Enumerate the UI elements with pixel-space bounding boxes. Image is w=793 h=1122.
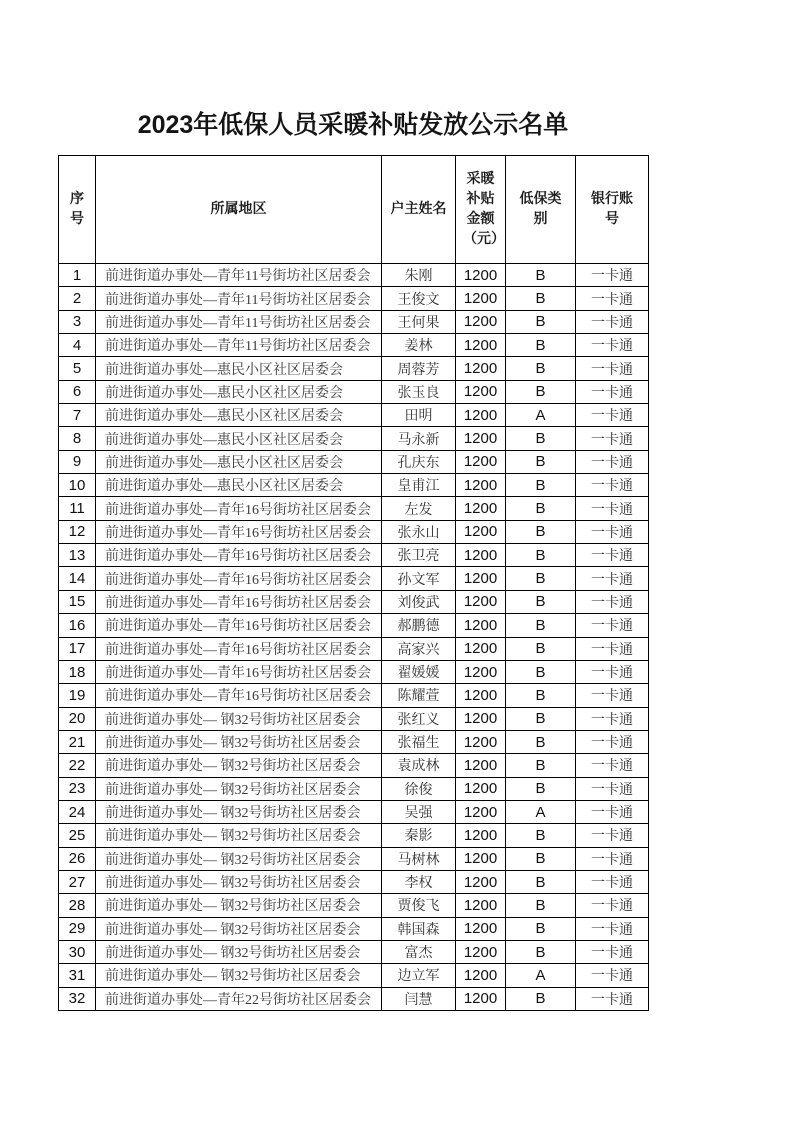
cell-serial: 25 <box>59 824 96 847</box>
cell-name: 张玉良 <box>382 380 456 403</box>
cell-account: 一卡通 <box>576 894 649 917</box>
cell-amount: 1200 <box>456 520 506 543</box>
table-row <box>59 567 649 590</box>
cell-category: B <box>506 520 576 543</box>
cell-name: 富杰 <box>382 940 456 963</box>
cell-name: 王俊文 <box>382 287 456 310</box>
cell-amount: 1200 <box>456 590 506 613</box>
cell-account: 一卡通 <box>576 544 649 567</box>
cell-name: 边立军 <box>382 964 456 987</box>
cell-category: B <box>506 917 576 940</box>
cell-serial: 7 <box>59 404 96 427</box>
table-row <box>59 917 649 940</box>
cell-name: 张福生 <box>382 730 456 753</box>
cell-amount: 1200 <box>456 357 506 380</box>
cell-category: B <box>506 940 576 963</box>
cell-account: 一卡通 <box>576 474 649 497</box>
cell-name: 高家兴 <box>382 637 456 660</box>
header-row <box>59 156 649 264</box>
cell-name: 贾俊飞 <box>382 894 456 917</box>
cell-account: 一卡通 <box>576 404 649 427</box>
cell-serial: 3 <box>59 310 96 333</box>
cell-district: 前进街道办事处— 钢32号街坊社区居委会 <box>96 917 382 940</box>
table-row <box>59 380 649 403</box>
cell-district: 前进街道办事处— 钢32号街坊社区居委会 <box>96 707 382 730</box>
cell-name: 袁成林 <box>382 754 456 777</box>
cell-district: 前进街道办事处—青年16号街坊社区居委会 <box>96 544 382 567</box>
cell-category: B <box>506 824 576 847</box>
cell-serial: 22 <box>59 754 96 777</box>
cell-amount: 1200 <box>456 567 506 590</box>
table-row <box>59 520 649 543</box>
table-row <box>59 310 649 333</box>
cell-amount: 1200 <box>456 940 506 963</box>
header-bank-account: 银行账号 <box>576 156 649 264</box>
cell-name: 马永新 <box>382 427 456 450</box>
cell-category: B <box>506 544 576 567</box>
cell-account: 一卡通 <box>576 567 649 590</box>
table-row <box>59 614 649 637</box>
table-body <box>59 264 649 1011</box>
cell-amount: 1200 <box>456 987 506 1010</box>
cell-serial: 17 <box>59 637 96 660</box>
cell-name: 刘俊武 <box>382 590 456 613</box>
cell-district: 前进街道办事处—青年11号街坊社区居委会 <box>96 334 382 357</box>
cell-name: 陈耀萱 <box>382 684 456 707</box>
cell-amount: 1200 <box>456 847 506 870</box>
cell-account: 一卡通 <box>576 590 649 613</box>
cell-category: B <box>506 497 576 520</box>
cell-name: 王何果 <box>382 310 456 333</box>
cell-name: 马树林 <box>382 847 456 870</box>
cell-district: 前进街道办事处—青年22号街坊社区居委会 <box>96 987 382 1010</box>
cell-district: 前进街道办事处— 钢32号街坊社区居委会 <box>96 730 382 753</box>
cell-account: 一卡通 <box>576 754 649 777</box>
table-row <box>59 987 649 1010</box>
cell-category: B <box>506 754 576 777</box>
table-row <box>59 357 649 380</box>
cell-district: 前进街道办事处— 钢32号街坊社区居委会 <box>96 870 382 893</box>
cell-category: B <box>506 380 576 403</box>
cell-account: 一卡通 <box>576 264 649 287</box>
cell-serial: 6 <box>59 380 96 403</box>
cell-district: 前进街道办事处— 钢32号街坊社区居委会 <box>96 847 382 870</box>
table-row <box>59 824 649 847</box>
cell-serial: 31 <box>59 964 96 987</box>
cell-serial: 13 <box>59 544 96 567</box>
cell-category: B <box>506 567 576 590</box>
header-serial-number: 序号 <box>59 156 96 264</box>
cell-account: 一卡通 <box>576 637 649 660</box>
table-row <box>59 754 649 777</box>
cell-amount: 1200 <box>456 917 506 940</box>
cell-category: B <box>506 637 576 660</box>
cell-serial: 32 <box>59 987 96 1010</box>
cell-name: 李权 <box>382 870 456 893</box>
cell-category: B <box>506 730 576 753</box>
table-row <box>59 964 649 987</box>
cell-name: 田明 <box>382 404 456 427</box>
cell-amount: 1200 <box>456 777 506 800</box>
cell-district: 前进街道办事处— 钢32号街坊社区居委会 <box>96 940 382 963</box>
cell-serial: 15 <box>59 590 96 613</box>
cell-serial: 10 <box>59 474 96 497</box>
cell-account: 一卡通 <box>576 660 649 683</box>
cell-district: 前进街道办事处— 钢32号街坊社区居委会 <box>96 754 382 777</box>
cell-category: B <box>506 427 576 450</box>
cell-name: 皇甫江 <box>382 474 456 497</box>
cell-account: 一卡通 <box>576 614 649 637</box>
cell-name: 张卫亮 <box>382 544 456 567</box>
cell-amount: 1200 <box>456 544 506 567</box>
cell-name: 秦影 <box>382 824 456 847</box>
cell-serial: 11 <box>59 497 96 520</box>
cell-account: 一卡通 <box>576 357 649 380</box>
cell-district: 前进街道办事处—青年11号街坊社区居委会 <box>96 287 382 310</box>
cell-serial: 23 <box>59 777 96 800</box>
cell-amount: 1200 <box>456 800 506 823</box>
cell-category: B <box>506 870 576 893</box>
cell-category: B <box>506 287 576 310</box>
cell-account: 一卡通 <box>576 450 649 473</box>
cell-serial: 21 <box>59 730 96 753</box>
cell-account: 一卡通 <box>576 730 649 753</box>
cell-account: 一卡通 <box>576 380 649 403</box>
cell-category: B <box>506 684 576 707</box>
cell-district: 前进街道办事处— 钢32号街坊社区居委会 <box>96 800 382 823</box>
cell-amount: 1200 <box>456 474 506 497</box>
table-row <box>59 404 649 427</box>
cell-district: 前进街道办事处— 钢32号街坊社区居委会 <box>96 964 382 987</box>
table-row <box>59 707 649 730</box>
table-row <box>59 450 649 473</box>
table-row <box>59 637 649 660</box>
cell-name: 周蓉芳 <box>382 357 456 380</box>
cell-name: 姜林 <box>382 334 456 357</box>
cell-category: A <box>506 964 576 987</box>
cell-serial: 9 <box>59 450 96 473</box>
cell-account: 一卡通 <box>576 334 649 357</box>
cell-name: 孔庆东 <box>382 450 456 473</box>
table-row <box>59 427 649 450</box>
cell-serial: 12 <box>59 520 96 543</box>
page-title: 2023年低保人员采暖补贴发放公示名单 <box>137 111 569 139</box>
cell-account: 一卡通 <box>576 917 649 940</box>
cell-name: 张红义 <box>382 707 456 730</box>
table-row <box>59 730 649 753</box>
cell-amount: 1200 <box>456 824 506 847</box>
cell-district: 前进街道办事处— 钢32号街坊社区居委会 <box>96 894 382 917</box>
cell-account: 一卡通 <box>576 987 649 1010</box>
cell-district: 前进街道办事处—惠民小区社区居委会 <box>96 427 382 450</box>
cell-name: 翟媛媛 <box>382 660 456 683</box>
cell-name: 闫慧 <box>382 987 456 1010</box>
cell-amount: 1200 <box>456 427 506 450</box>
cell-account: 一卡通 <box>576 824 649 847</box>
cell-name: 朱刚 <box>382 264 456 287</box>
header-district: 所属地区 <box>96 156 382 264</box>
cell-serial: 4 <box>59 334 96 357</box>
cell-category: B <box>506 660 576 683</box>
cell-serial: 27 <box>59 870 96 893</box>
cell-amount: 1200 <box>456 497 506 520</box>
header-subsidy-amount: 采暖补贴金额（元） <box>456 156 506 264</box>
cell-district: 前进街道办事处— 钢32号街坊社区居委会 <box>96 777 382 800</box>
cell-amount: 1200 <box>456 684 506 707</box>
cell-serial: 29 <box>59 917 96 940</box>
cell-category: B <box>506 987 576 1010</box>
cell-serial: 28 <box>59 894 96 917</box>
header-householder: 户主姓名 <box>382 156 456 264</box>
cell-serial: 30 <box>59 940 96 963</box>
table-row <box>59 777 649 800</box>
cell-account: 一卡通 <box>576 800 649 823</box>
table-row <box>59 847 649 870</box>
cell-category: B <box>506 614 576 637</box>
cell-category: B <box>506 264 576 287</box>
cell-serial: 16 <box>59 614 96 637</box>
cell-category: B <box>506 590 576 613</box>
cell-amount: 1200 <box>456 894 506 917</box>
cell-amount: 1200 <box>456 730 506 753</box>
table-row <box>59 264 649 287</box>
cell-serial: 8 <box>59 427 96 450</box>
cell-amount: 1200 <box>456 380 506 403</box>
cell-account: 一卡通 <box>576 847 649 870</box>
cell-category: B <box>506 847 576 870</box>
cell-category: B <box>506 777 576 800</box>
cell-category: B <box>506 357 576 380</box>
cell-category: B <box>506 310 576 333</box>
table-row <box>59 497 649 520</box>
table-row <box>59 940 649 963</box>
cell-amount: 1200 <box>456 310 506 333</box>
cell-district: 前进街道办事处—惠民小区社区居委会 <box>96 474 382 497</box>
cell-serial: 5 <box>59 357 96 380</box>
cell-district: 前进街道办事处—青年16号街坊社区居委会 <box>96 684 382 707</box>
cell-district: 前进街道办事处—青年11号街坊社区居委会 <box>96 264 382 287</box>
cell-name: 孙文军 <box>382 567 456 590</box>
cell-amount: 1200 <box>456 870 506 893</box>
table-row <box>59 894 649 917</box>
cell-name: 徐俊 <box>382 777 456 800</box>
cell-serial: 18 <box>59 660 96 683</box>
subsidy-table <box>58 155 649 1011</box>
cell-name: 韩国森 <box>382 917 456 940</box>
cell-category: B <box>506 894 576 917</box>
cell-name: 郝鹏德 <box>382 614 456 637</box>
cell-account: 一卡通 <box>576 707 649 730</box>
cell-account: 一卡通 <box>576 310 649 333</box>
cell-amount: 1200 <box>456 707 506 730</box>
table-row <box>59 660 649 683</box>
cell-amount: 1200 <box>456 334 506 357</box>
cell-amount: 1200 <box>456 264 506 287</box>
table-header <box>59 156 649 264</box>
cell-name: 吴强 <box>382 800 456 823</box>
cell-account: 一卡通 <box>576 870 649 893</box>
cell-serial: 14 <box>59 567 96 590</box>
cell-district: 前进街道办事处—青年16号街坊社区居委会 <box>96 590 382 613</box>
cell-district: 前进街道办事处—青年16号街坊社区居委会 <box>96 637 382 660</box>
cell-district: 前进街道办事处—青年16号街坊社区居委会 <box>96 614 382 637</box>
cell-serial: 19 <box>59 684 96 707</box>
cell-account: 一卡通 <box>576 964 649 987</box>
cell-category: A <box>506 800 576 823</box>
table-row <box>59 334 649 357</box>
cell-amount: 1200 <box>456 754 506 777</box>
cell-category: B <box>506 474 576 497</box>
cell-account: 一卡通 <box>576 497 649 520</box>
cell-account: 一卡通 <box>576 940 649 963</box>
cell-category: A <box>506 404 576 427</box>
cell-amount: 1200 <box>456 660 506 683</box>
cell-serial: 24 <box>59 800 96 823</box>
cell-account: 一卡通 <box>576 287 649 310</box>
cell-district: 前进街道办事处— 钢32号街坊社区居委会 <box>96 824 382 847</box>
table-row <box>59 590 649 613</box>
cell-district: 前进街道办事处—惠民小区社区居委会 <box>96 380 382 403</box>
table-row <box>59 474 649 497</box>
cell-district: 前进街道办事处—青年16号街坊社区居委会 <box>96 520 382 543</box>
table-row <box>59 684 649 707</box>
cell-district: 前进街道办事处—青年16号街坊社区居委会 <box>96 567 382 590</box>
cell-district: 前进街道办事处—惠民小区社区居委会 <box>96 404 382 427</box>
cell-district: 前进街道办事处—青年16号街坊社区居委会 <box>96 660 382 683</box>
cell-serial: 2 <box>59 287 96 310</box>
cell-name: 左发 <box>382 497 456 520</box>
cell-category: B <box>506 450 576 473</box>
cell-serial: 20 <box>59 707 96 730</box>
cell-district: 前进街道办事处—惠民小区社区居委会 <box>96 450 382 473</box>
cell-amount: 1200 <box>456 614 506 637</box>
cell-amount: 1200 <box>456 964 506 987</box>
table-row <box>59 800 649 823</box>
cell-amount: 1200 <box>456 287 506 310</box>
cell-account: 一卡通 <box>576 520 649 543</box>
table-row <box>59 287 649 310</box>
cell-district: 前进街道办事处—青年16号街坊社区居委会 <box>96 497 382 520</box>
cell-amount: 1200 <box>456 404 506 427</box>
cell-amount: 1200 <box>456 637 506 660</box>
cell-account: 一卡通 <box>576 777 649 800</box>
cell-category: B <box>506 707 576 730</box>
cell-account: 一卡通 <box>576 684 649 707</box>
table-row <box>59 544 649 567</box>
cell-account: 一卡通 <box>576 427 649 450</box>
header-welfare-category: 低保类别 <box>506 156 576 264</box>
table-row <box>59 870 649 893</box>
cell-amount: 1200 <box>456 450 506 473</box>
cell-serial: 1 <box>59 264 96 287</box>
cell-name: 张永山 <box>382 520 456 543</box>
cell-district: 前进街道办事处—青年11号街坊社区居委会 <box>96 310 382 333</box>
cell-category: B <box>506 334 576 357</box>
cell-district: 前进街道办事处—惠民小区社区居委会 <box>96 357 382 380</box>
cell-serial: 26 <box>59 847 96 870</box>
